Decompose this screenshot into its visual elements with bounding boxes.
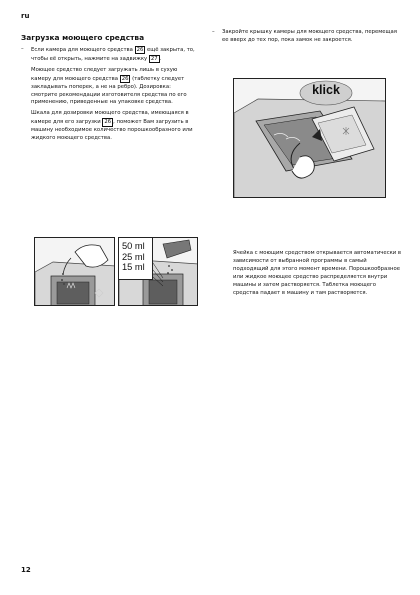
language-code: ru bbox=[21, 12, 30, 20]
left-instructions bbox=[21, 46, 197, 143]
dosage-scale-labels bbox=[119, 238, 153, 280]
reference-number: 26 bbox=[121, 75, 129, 82]
right-column bbox=[212, 29, 402, 48]
figure-closing-lid bbox=[233, 78, 386, 198]
text-run: (таблетку следует закладывать поперек, а не на ребро). Дозировка: смотрите рекомендации изготовителя средства по его применению, приведенные на упаковке средства. bbox=[31, 75, 187, 106]
right-instructions bbox=[212, 29, 402, 45]
illustration-hand-pouring bbox=[35, 238, 115, 306]
text-run: . bbox=[159, 55, 162, 62]
list-bullet: – bbox=[21, 46, 24, 52]
paragraph-close-lid: Закройте крышку камеры для моющего средства, перемещая ее вверх до тех пор, пока замок не закроется. bbox=[222, 29, 397, 43]
text-run: Если камера для моющего средства bbox=[31, 47, 135, 53]
reference-number: 26 bbox=[104, 119, 112, 126]
text-run: Шкала для дозировки моющего средства, имеющаяся в камере для его загрузки bbox=[31, 110, 189, 126]
paragraph-dosage-scale bbox=[31, 110, 197, 143]
page-number: 12 bbox=[21, 566, 31, 574]
text-run: Моющее средство следует загружать лишь в сухую камеру для моющего средства bbox=[31, 66, 178, 82]
left-column bbox=[21, 46, 197, 146]
paragraph-load-detergent bbox=[31, 67, 197, 108]
scale-label-25: 25 ml bbox=[122, 251, 145, 262]
reference-number: 26 bbox=[136, 47, 144, 53]
scale-label-15: 15 ml bbox=[122, 262, 145, 273]
paragraph-auto-open: Ячейка с моющим средством открывается автоматически в зависимости от выбранной программы в самый подходящий для этого момент времени. Порошкообразное или жидкое моющее средство распределяется внутри машины и затем растворяется. Таблетка моющего средства падает в машину и там растворяется. bbox=[233, 250, 402, 296]
klick-label: klick bbox=[312, 83, 340, 97]
section-heading: Загрузка моющего средства bbox=[21, 33, 145, 42]
reference-number: 27 bbox=[150, 55, 158, 62]
text-run: , поможет Вам загрузить в машину необходимое количество порошкообразного или жидкого моющего средства. bbox=[31, 119, 193, 142]
figure-filling-detergent bbox=[34, 237, 115, 306]
paragraph-open-chamber bbox=[31, 46, 197, 64]
text-run: ещё закрыта, то, чтобы её открыть, нажмите на задвижку bbox=[31, 47, 195, 62]
list-bullet: – bbox=[212, 29, 215, 35]
right-paragraph-2 bbox=[233, 250, 403, 297]
figure-dosage-scale bbox=[118, 237, 198, 306]
scale-label-50: 50 ml bbox=[122, 241, 145, 251]
